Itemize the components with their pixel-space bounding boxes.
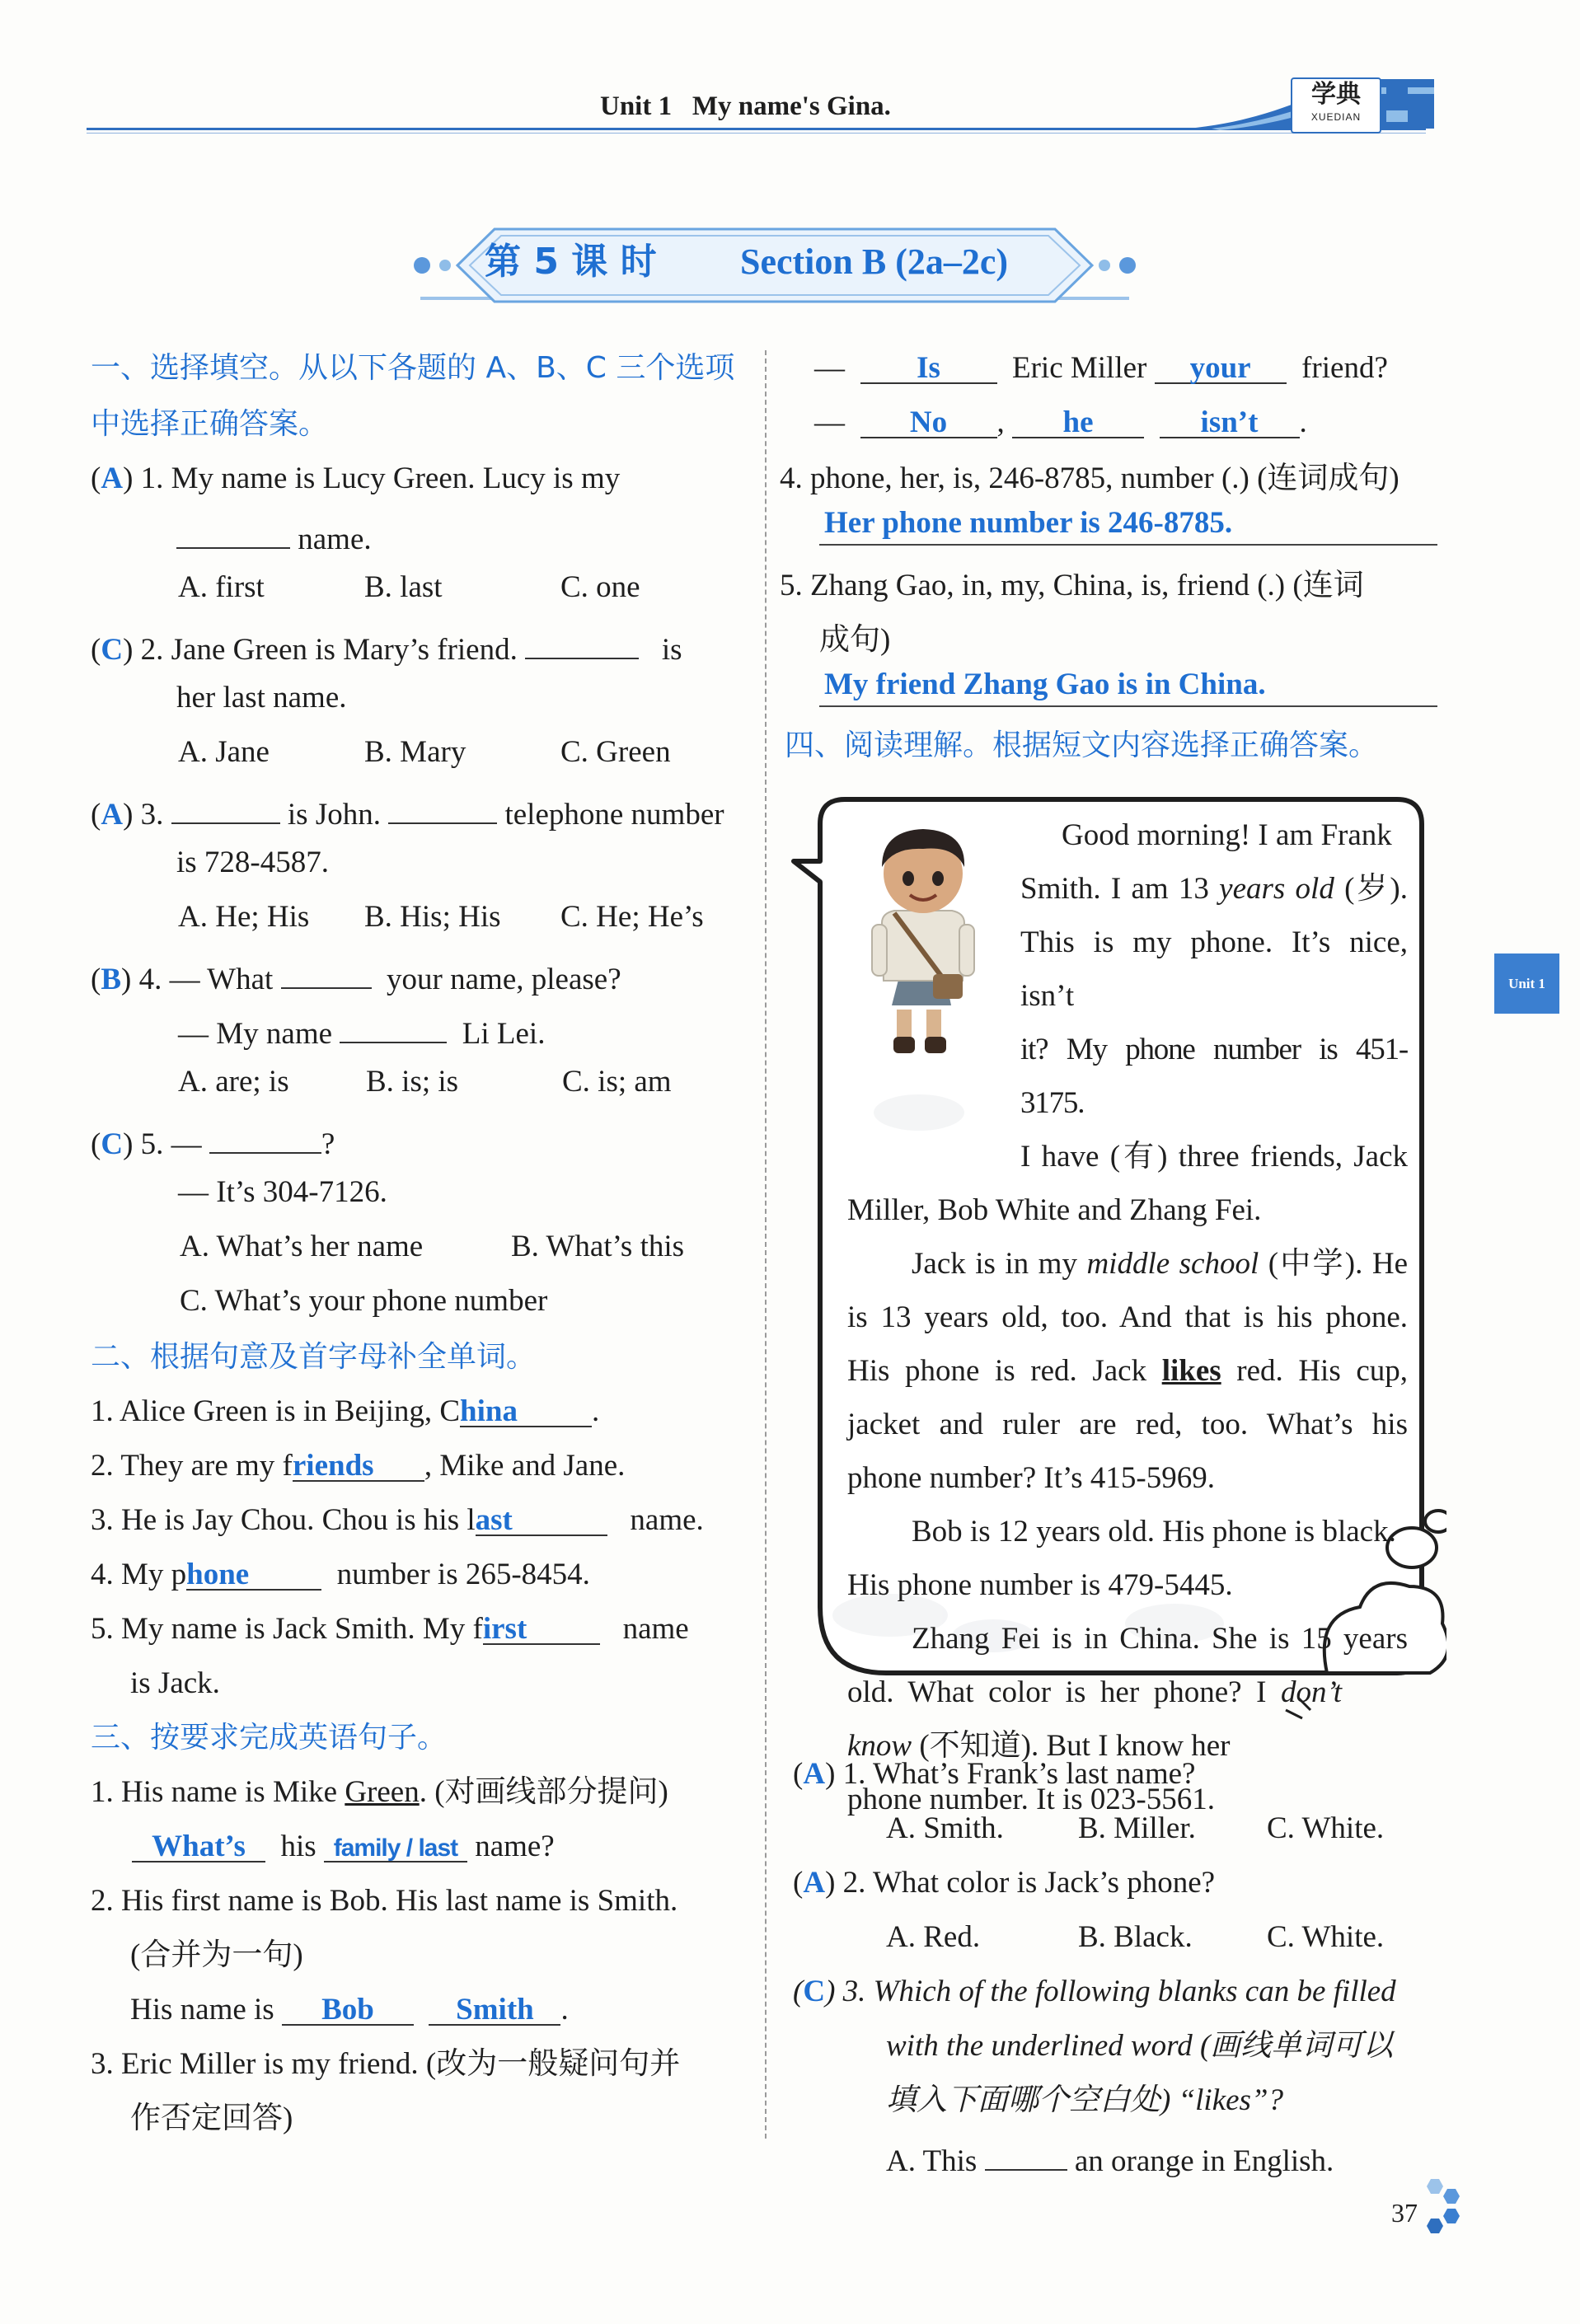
underlined-word: likes	[1161, 1354, 1221, 1388]
s1-answer-line: What’s his family / last name?	[132, 1828, 555, 1866]
q1-answer: A	[101, 462, 124, 495]
rq1-answer: A	[803, 1757, 826, 1791]
header-unit: Unit 1 My name's Gina.	[600, 91, 891, 121]
passage-line-7: Jack is in my middle school (中学). He	[912, 1247, 1408, 1281]
q1-option-a[interactable]: A. first	[178, 570, 265, 604]
s4-answer[interactable]: Her phone number is 246-8785.	[824, 506, 1233, 540]
q4-stem-cont: — My name Li Lei.	[178, 1009, 545, 1053]
part1-heading: 一、选择填空。从以下各题的 A、B、C 三个选项	[91, 351, 735, 385]
header-box-2	[1386, 110, 1408, 122]
q5-blank[interactable]	[209, 1119, 321, 1154]
passage-line-3: This is my phone. It’s nice, isn’t	[1020, 925, 1408, 1013]
fill-item-1: 1. Alice Green is in Beijing, China .	[91, 1394, 600, 1428]
passage-line-15: old. What color is her phone? I don’t	[847, 1675, 1342, 1709]
s3-answer-2[interactable]: your	[1155, 349, 1287, 384]
s1-answer-2[interactable]: family / last	[324, 1828, 467, 1862]
passage-line-9: His phone is red. Jack likes red. His cup,	[847, 1354, 1408, 1388]
rq3-option-a[interactable]: A. This an orange in English.	[886, 2136, 1334, 2181]
q2-stem-cont: her last name.	[176, 681, 347, 715]
header-rule-thin	[87, 133, 1426, 134]
passage-line-8: is 13 years old, too. And that is his phone.	[847, 1300, 1408, 1334]
s1-answer-1[interactable]: What’s	[132, 1828, 265, 1862]
rq1-stem: (A) 1. What’s Frank’s last name?	[793, 1757, 1196, 1791]
q4-option-b[interactable]: B. is; is	[366, 1065, 459, 1099]
q5-option-b[interactable]: B. What’s this	[511, 1230, 685, 1263]
s3-answer-3[interactable]: No	[860, 404, 997, 438]
q2-option-c[interactable]: C. Green	[560, 735, 671, 769]
q2-option-a[interactable]: A. Jane	[178, 735, 270, 769]
reading-passage	[847, 808, 1408, 1826]
q1-option-b[interactable]: B. last	[364, 570, 443, 604]
rq3-stem: (C) 3. Which of the following blanks can be filled	[793, 1975, 1396, 2008]
fill-item-4: 4. My phone number is 265-8454.	[91, 1558, 590, 1591]
part4-heading: 四、阅读理解。根据短文内容选择正确答案。	[785, 729, 1379, 762]
passage-line-16: know (不知道). But I know her	[847, 1729, 1231, 1763]
s3-prompt: 3. Eric Miller is my friend. (改为一般疑问句并	[91, 2047, 681, 2081]
rq2-answer: A	[803, 1866, 826, 1900]
passage-line-14: Zhang Fei is in China. She is 15 years	[912, 1622, 1408, 1656]
q2-option-b[interactable]: B. Mary	[364, 735, 466, 769]
lesson-section: Section B (2a–2c)	[740, 241, 1009, 282]
rq3-blank[interactable]	[985, 2136, 1067, 2171]
rq3-stem-cont-2: 填入下面哪个空白处) “likes”?	[886, 2083, 1284, 2117]
q5-stem-cont: — It’s 304-7126.	[178, 1175, 387, 1209]
header-box-1	[1386, 86, 1408, 107]
s5-answer-line	[819, 705, 1437, 707]
q1-option-c[interactable]: C. one	[560, 570, 640, 604]
passage-line-2: Smith. I am 13 years old (岁).	[1020, 872, 1408, 906]
q1-blank[interactable]	[176, 514, 290, 549]
passage-line-11: phone number? It’s 415-5969.	[847, 1461, 1215, 1495]
q3-blank-1[interactable]	[171, 790, 280, 824]
q2-blank[interactable]	[525, 625, 639, 659]
s1-underlined: Green	[345, 1775, 420, 1809]
fill-item-5-cont: is Jack.	[130, 1666, 220, 1700]
fill-item-5: 5. My name is Jack Smith. My first name	[91, 1612, 689, 1646]
q5-stem: (C) 5. — ?	[91, 1119, 335, 1164]
rq2-option-a[interactable]: A. Red.	[886, 1920, 981, 1954]
passage-line-1: Good morning! I am Frank	[1062, 818, 1392, 852]
rq2-option-c[interactable]: C. White.	[1267, 1920, 1385, 1954]
s3-answer-4[interactable]: he	[1012, 404, 1144, 438]
s5-prompt-cont: 成句)	[819, 623, 891, 657]
q4-blank-1[interactable]	[281, 954, 372, 989]
brand-logo	[1291, 77, 1381, 134]
passage-line-12: Bob is 12 years old. His phone is black.	[912, 1515, 1396, 1549]
column-divider	[765, 350, 767, 2139]
s2-prompt: 2. His first name is Bob. His last name is Smith.	[91, 1884, 678, 1918]
rq2-stem: (A) 2. What color is Jack’s phone?	[793, 1866, 1216, 1900]
s2-answer-2[interactable]: Smith	[429, 1991, 560, 2026]
rq1-option-c[interactable]: C. White.	[1267, 1811, 1385, 1845]
q4-option-a[interactable]: A. are; is	[178, 1065, 289, 1099]
fill-item-2: 2. They are my friends , Mike and Jane.	[91, 1449, 626, 1483]
brand-logo-cn: 学典	[1311, 80, 1361, 109]
rq1-option-b[interactable]: B. Miller.	[1078, 1811, 1196, 1845]
fill-item-3: 3. He is Jay Chou. Chou is his last name.	[91, 1503, 704, 1537]
q2-answer: C	[101, 633, 124, 667]
unit-side-tab-label: Unit 1	[1508, 975, 1545, 991]
q4-blank-2[interactable]	[340, 1009, 447, 1043]
q4-answer: B	[101, 963, 122, 996]
page-number: 37	[1391, 2198, 1418, 2228]
s4-answer-line	[819, 544, 1437, 546]
fill-answer-5[interactable]: irst	[483, 1610, 600, 1645]
brand-logo-en: XUEDIAN	[1310, 111, 1362, 123]
passage-line-13: His phone number is 479-5445.	[847, 1568, 1233, 1602]
rq3-stem-cont: with the underlined word (画线单词可以	[886, 2029, 1394, 2063]
s2-prompt-cont: (合并为一句)	[130, 1938, 303, 1972]
part3-heading: 三、按要求完成英语句子。	[91, 1721, 448, 1755]
fill-answer-3[interactable]: ast	[476, 1502, 607, 1536]
q2-stem: (C) 2. Jane Green is Mary’s friend. is	[91, 625, 682, 669]
fill-answer-1[interactable]: hina	[460, 1393, 592, 1427]
s5-prompt: 5. Zhang Gao, in, my, China, is, friend (.) (连词	[780, 569, 1364, 602]
q3-answer: A	[101, 798, 124, 832]
part2-heading: 二、根据句意及首字母补全单词。	[91, 1340, 537, 1374]
s3-prompt-cont: 作否定回答)	[130, 2101, 293, 2135]
q4-stem: (B) 4. — What your name, please?	[91, 954, 621, 999]
part1-heading-cont: 中选择正确答案。	[91, 407, 329, 441]
lesson-label: 第 5 课 时	[485, 241, 657, 283]
q3-option-b[interactable]: B. His; His	[364, 900, 501, 934]
s3-answer-5[interactable]: isn’t	[1160, 404, 1300, 438]
s3-answer-line-1: — Is Eric Miller your friend?	[814, 351, 1388, 385]
q3-option-a[interactable]: A. He; His	[178, 900, 310, 934]
s1-prompt: 1. His name is Mike Green. (对画线部分提问)	[91, 1775, 668, 1809]
passage-line-17: phone number. It is 023-5561.	[847, 1783, 1216, 1816]
s3-answer-1[interactable]: Is	[860, 349, 997, 384]
fill-answer-2[interactable]: riends	[293, 1447, 424, 1482]
q1-stem-cont: name.	[176, 514, 372, 559]
s3-answer-line-2: — No , he isn’t .	[814, 405, 1307, 439]
fill-answer-4[interactable]: hone	[186, 1556, 321, 1591]
rq2-option-b[interactable]: B. Black.	[1078, 1920, 1193, 1954]
q3-stem-cont: is 728-4587.	[176, 846, 329, 879]
rq1-option-a[interactable]: A. Smith.	[886, 1811, 1004, 1845]
q4-option-c[interactable]: C. is; am	[562, 1065, 672, 1099]
q5-option-c[interactable]: C. What’s your phone number	[180, 1284, 548, 1318]
passage-line-10: jacket and ruler are red, too. What’s his	[847, 1408, 1408, 1441]
passage-line-5: I have (有) three friends, Jack	[1020, 1140, 1408, 1174]
passage-line-6: Miller, Bob White and Zhang Fei.	[847, 1193, 1262, 1227]
q5-option-a[interactable]: A. What’s her name	[180, 1230, 424, 1263]
q3-stem: (A) 3. is John. telephone number	[91, 790, 724, 834]
s2-answer-1[interactable]: Bob	[282, 1991, 414, 2026]
rq3-answer: C	[803, 1975, 826, 2008]
q5-answer: C	[101, 1127, 124, 1161]
s5-answer[interactable]: My friend Zhang Gao is in China.	[824, 668, 1266, 701]
q1-stem: (A) 1. My name is Lucy Green. Lucy is my	[91, 462, 621, 495]
passage-line-4: it? My phone number is 451-3175.	[1020, 1033, 1408, 1120]
q3-blank-2[interactable]	[388, 790, 497, 824]
q3-option-c[interactable]: C. He; He’s	[560, 900, 704, 934]
unit-side-tab[interactable]	[1494, 953, 1559, 1014]
hexagon-decoration-icon	[1419, 2176, 1469, 2242]
s2-answer-line: His name is Bob Smith .	[130, 1993, 569, 2026]
s4-prompt: 4. phone, her, is, 246-8785, number (.) (连词成句)	[780, 462, 1399, 495]
